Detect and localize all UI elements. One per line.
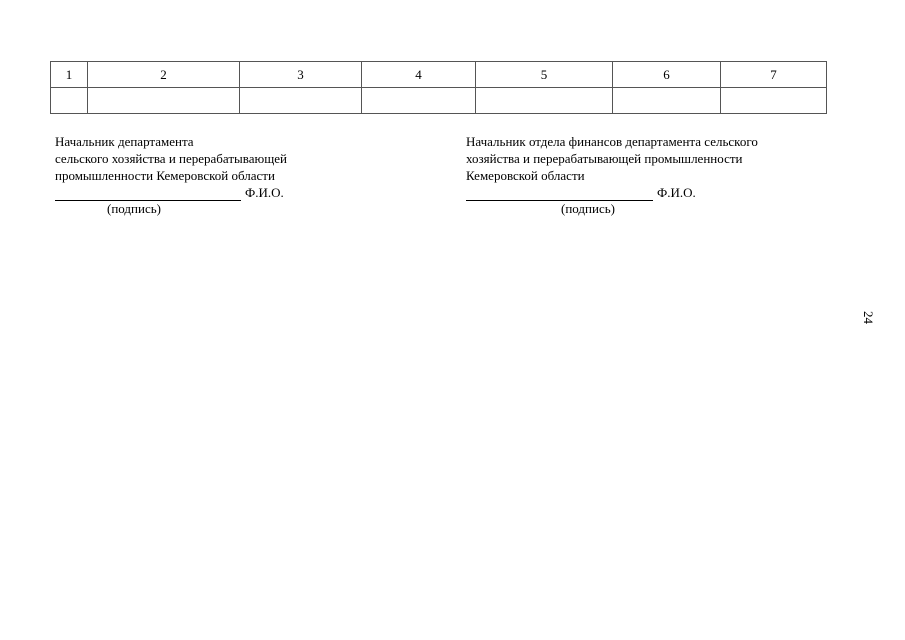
right-signature-row [466, 184, 758, 201]
right-signature-title-line: хозяйства и перерабатывающей промышленности [466, 151, 743, 166]
table-cell [240, 88, 362, 114]
left-signature-title-line: промышленности Кемеровской области [55, 168, 275, 183]
table-cell [721, 88, 827, 114]
left-name-label: Ф.И.О. [245, 185, 284, 200]
right-signature-line [466, 187, 653, 201]
data-table [50, 61, 827, 114]
table-cell [613, 88, 721, 114]
table-row [51, 88, 827, 114]
page-number: 24 [861, 311, 876, 324]
left-signature-line [55, 187, 241, 201]
right-signature-title-line: Начальник отдела финансов департамента сельского [466, 134, 758, 149]
table-header-cell: 1 [51, 62, 88, 88]
left-signature-block [55, 133, 287, 217]
table-cell [476, 88, 613, 114]
left-signature-title-line: Начальник департамента [55, 134, 194, 149]
left-signature-caption: (подпись) [107, 201, 161, 216]
table-header-cell: 7 [721, 62, 827, 88]
table-header-cell: 5 [476, 62, 613, 88]
right-name-label: Ф.И.О. [657, 185, 696, 200]
table-header-cell: 3 [240, 62, 362, 88]
right-signature-title-line: Кемеровской области [466, 168, 585, 183]
right-signature-block [466, 133, 758, 217]
table-header-row [51, 62, 827, 88]
table-cell [362, 88, 476, 114]
table-header-cell: 6 [613, 62, 721, 88]
table-cell [51, 88, 88, 114]
table-header-cell: 2 [88, 62, 240, 88]
right-signature-caption: (подпись) [561, 201, 615, 216]
left-signature-title-line: сельского хозяйства и перерабатывающей [55, 151, 287, 166]
table-header-cell: 4 [362, 62, 476, 88]
left-signature-row [55, 184, 287, 201]
table-cell [88, 88, 240, 114]
